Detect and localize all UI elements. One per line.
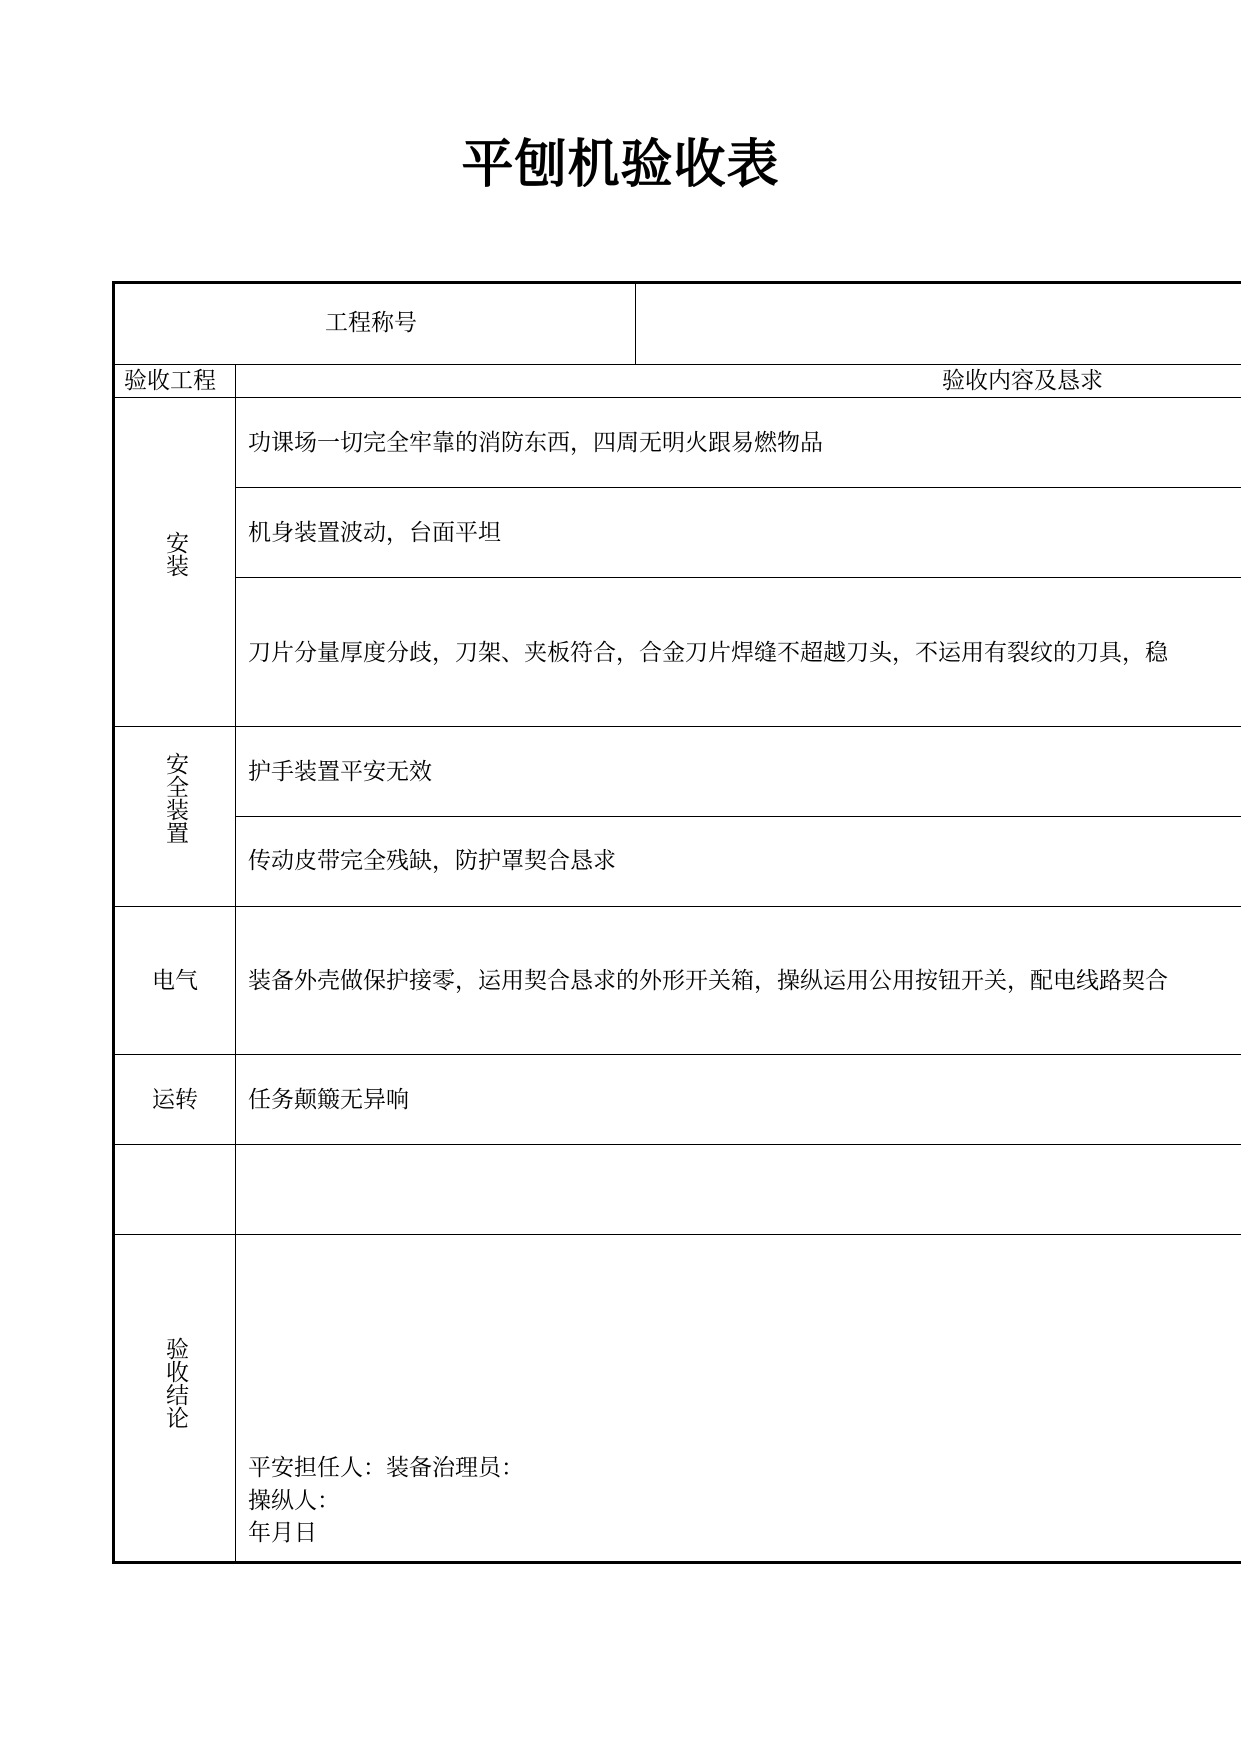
row-divider (114, 1054, 1241, 1055)
row-divider (114, 726, 1241, 727)
acceptance-table (112, 281, 1241, 1564)
row-divider (114, 397, 1241, 398)
column-divider-project (635, 283, 636, 364)
page-title: 平刨机验收表 (461, 135, 780, 195)
install-item-2: 机身装置波动，台面平坦 (248, 520, 501, 546)
column-divider-label (235, 364, 236, 1561)
section-label-operation: 运转 (152, 1087, 198, 1113)
row-divider (235, 487, 1241, 488)
signature-safety-officer: 平安担任人：装备治理员： (248, 1455, 524, 1481)
electric-item-1: 装备外壳做保护接零，运用契合恳求的外形开关箱，操纵运用公用按钮开关，配电线路契合 (248, 968, 1168, 994)
section-label-conclusion: 验收结论 (162, 1337, 188, 1429)
safety-item-2: 传动皮带完全残缺，防护罩契合恳求 (248, 848, 616, 874)
project-name-label: 工程称号 (325, 310, 417, 336)
row-divider (114, 906, 1241, 907)
row-divider (114, 1234, 1241, 1235)
section-label-install: 安装 (162, 531, 188, 577)
section-label-safety: 安全装置 (162, 752, 188, 844)
install-item-3: 刀片分量厚度分歧，刀架、夹板符合，合金刀片焊缝不超越刀头，不运用有裂纹的刀具，稳 (248, 640, 1168, 666)
row-divider (235, 816, 1241, 817)
column-header-content: 验收内容及恳求 (942, 368, 1103, 394)
signature-date: 年月日 (248, 1520, 317, 1546)
install-item-1: 功课场一切完全牢靠的消防东西，四周无明火跟易燃物品 (248, 430, 823, 456)
column-header-item: 验收工程 (124, 368, 216, 394)
row-divider (114, 1144, 1241, 1145)
signature-operator: 操纵人： (248, 1488, 340, 1514)
row-divider (235, 577, 1241, 578)
operation-item-1: 任务颠簸无异响 (248, 1087, 409, 1113)
section-label-electric: 电气 (152, 968, 198, 994)
safety-item-1: 护手装置平安无效 (248, 759, 432, 785)
